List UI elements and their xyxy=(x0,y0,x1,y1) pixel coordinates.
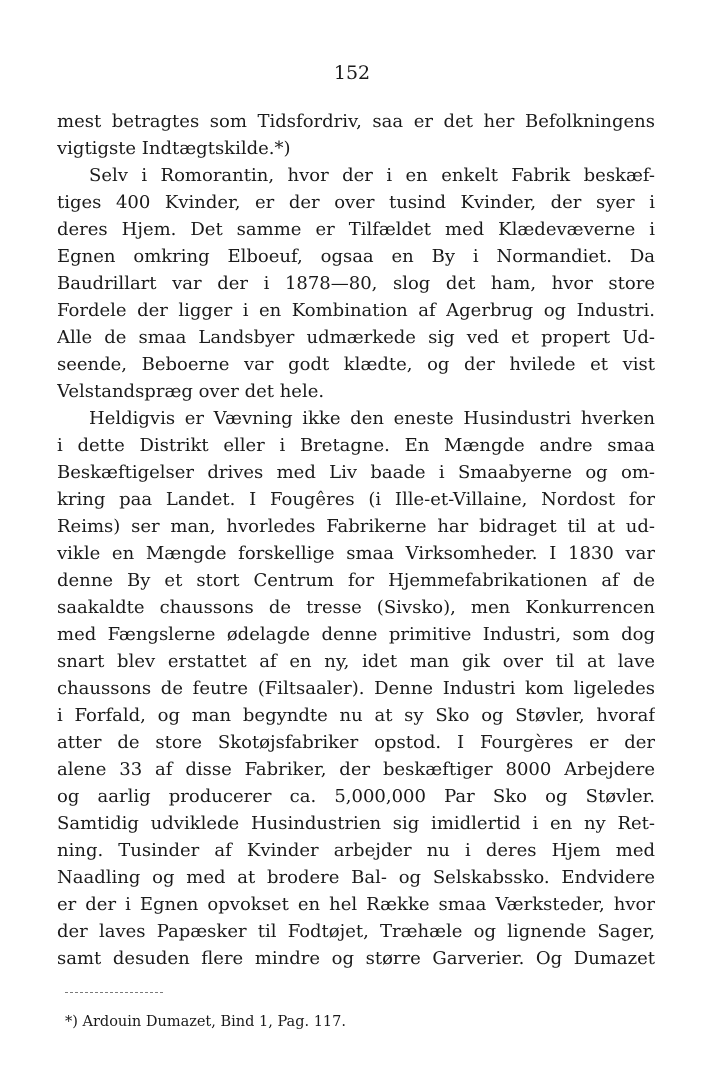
text-line: samt desuden flere mindre og større Garverier. Og Dumazet xyxy=(57,948,655,969)
footnote-divider xyxy=(65,992,163,993)
text-line: vikle en Mængde forskellige smaa Virksomheder. I 1830 var xyxy=(57,543,655,564)
text-line: Fordele der ligger i en Kombination af Agerbrug og Industri. xyxy=(57,300,655,321)
text-line: kring paa Landet. I Fougêres (i Ille-et-Villaine, Nordost for xyxy=(57,489,655,510)
text-line: i Forfald, og man begyndte nu at sy Sko og Støvler, hvoraf xyxy=(57,705,655,726)
text-line: atter de store Skotøjsfabriker opstod. I Fourgères er der xyxy=(57,732,655,753)
text-line: Egnen omkring Elboeuf, ogsaa en By i Normandiet. Da xyxy=(57,246,655,267)
text-line: Selv i Romorantin, hvor der i en enkelt Fabrik beskæf- xyxy=(89,165,655,186)
page-number: 152 xyxy=(333,62,371,84)
body-text xyxy=(57,108,655,972)
text-line: Velstandspræg over det hele. xyxy=(57,381,325,402)
text-line: Beskæftigelser drives med Liv baade i Smaabyerne og om- xyxy=(57,462,655,483)
text-line: saakaldte chaussons de tresse (Sivsko), men Konkurrencen xyxy=(57,597,655,618)
text-line: med Fængslerne ødelagde denne primitive Industri, som dog xyxy=(57,624,655,645)
text-line: tiges 400 Kvinder, er der over tusind Kvinder, der syer i xyxy=(57,192,655,213)
text-line: ning. Tusinder af Kvinder arbejder nu i deres Hjem med xyxy=(57,840,655,861)
text-line: Samtidig udviklede Husindustrien sig imidlertid i en ny Ret- xyxy=(57,813,655,834)
text-line: er der i Egnen opvokset en hel Række smaa Værksteder, hvor xyxy=(57,894,655,915)
text-line: mest betragtes som Tidsfordriv, saa er det her Befolkningens xyxy=(57,111,655,132)
text-line: Baudrillart var der i 1878—80, slog det ham, hvor store xyxy=(57,273,655,294)
text-line: deres Hjem. Det samme er Tilfældet med Klædevæverne i xyxy=(57,219,655,240)
footnote: *) Ardouin Dumazet, Bind 1, Pag. 117. xyxy=(65,1014,346,1030)
text-line: Naadling og med at brodere Bal- og Selskabssko. Endvidere xyxy=(57,867,655,888)
text-line: alene 33 af disse Fabriker, der beskæftiger 8000 Arbejdere xyxy=(57,759,655,780)
text-line: Heldigvis er Vævning ikke den eneste Husindustri hverken xyxy=(89,408,655,429)
text-line: chaussons de feutre (Filtsaaler). Denne Industri kom ligeledes xyxy=(57,678,655,699)
text-line: snart blev erstattet af en ny, idet man gik over til at lave xyxy=(57,651,655,672)
text-line: denne By et stort Centrum for Hjemmefabrikationen af de xyxy=(57,570,655,591)
text-line: og aarlig producerer ca. 5,000,000 Par Sko og Støvler. xyxy=(57,786,655,807)
text-line: i dette Distrikt eller i Bretagne. En Mængde andre smaa xyxy=(57,435,655,456)
text-line: vigtigste Indtægtskilde.*) xyxy=(57,138,291,159)
text-line: Reims) ser man, hvorledes Fabrikerne har bidraget til at ud- xyxy=(57,516,655,537)
text-line: der laves Papæsker til Fodtøjet, Træhæle og lignende Sager, xyxy=(57,921,655,942)
text-line: Alle de smaa Landsbyer udmærkede sig ved et propert Ud- xyxy=(57,327,655,348)
text-line: seende, Beboerne var godt klædte, og der hvilede et vist xyxy=(57,354,655,375)
